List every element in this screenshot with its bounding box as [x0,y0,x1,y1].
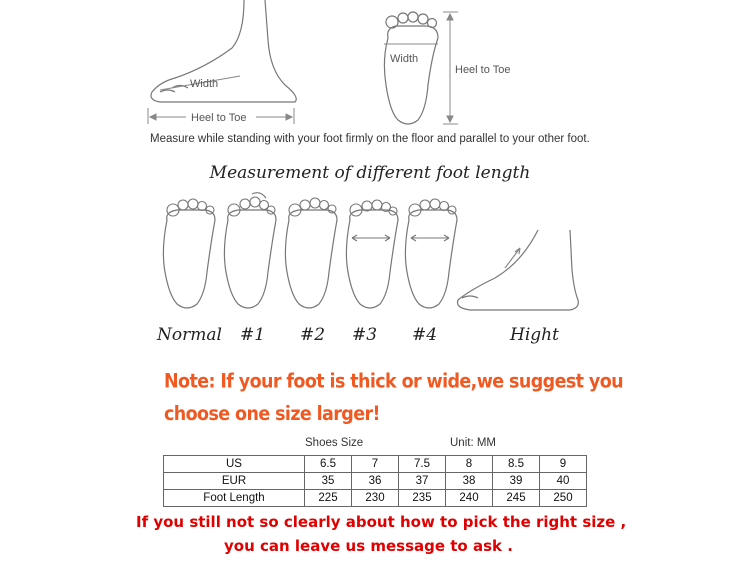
side-view-foot-icon [151,0,296,102]
foot-label-1: #1 [240,325,266,345]
footer-line-1: If you still not so clearly about how to pick the right size , [136,513,627,531]
foot-label-high: Hight [510,325,559,345]
high-instep-foot-icon [458,230,579,310]
size-note [164,366,623,431]
table-cell: 39 [493,473,540,490]
table-cell: 240 [446,490,493,507]
size-note-line-1: Note: If your foot is thick or wide,we suggest you [164,370,624,393]
foot-label-4: #4 [412,325,438,345]
side-width-label: Width [190,78,219,90]
foot-types-heading: Measurement of different foot length [209,163,531,183]
table-cell: 250 [540,490,587,507]
measure-instruction: Measure while standing with your foot firmly on the floor and parallel to your other foot. [150,133,590,145]
sole-view-foot-icon [384,12,438,124]
table-cell: 7 [352,456,399,473]
table-cell: 230 [352,490,399,507]
table-cell: 6.5 [305,456,352,473]
table-cell: 8.5 [493,456,540,473]
table-cell: 245 [493,490,540,507]
foot-type-1-icon [224,193,276,308]
table-row-eur [164,473,587,490]
size-note-line-2: choose one size larger! [164,402,380,426]
foot-label-3: #3 [352,325,378,345]
foot-type-2-icon [285,198,337,308]
table-cell: 225 [305,490,352,507]
sole-length-label: Heel to Toe [455,64,511,76]
row-label: US [164,456,305,473]
table-cell: 40 [540,473,587,490]
table-cell: 37 [399,473,446,490]
row-label: EUR [164,473,305,490]
foot-type-3-icon [346,200,398,308]
table-cell: 8 [446,456,493,473]
foot-label-2: #2 [300,325,326,345]
foot-type-4-icon [405,199,457,308]
normal-foot-icon [163,199,215,308]
size-table-unit: Unit: MM [450,437,496,449]
table-cell: 9 [540,456,587,473]
size-table [163,455,587,507]
side-length-label: Heel to Toe [191,112,247,124]
table-row-foot-length [164,490,587,507]
sole-width-label: Width [390,53,419,65]
table-cell: 35 [305,473,352,490]
table-cell: 7.5 [399,456,446,473]
row-label: Foot Length [164,490,305,507]
table-cell: 38 [446,473,493,490]
table-row-us [164,456,587,473]
foot-types-illustration [0,190,740,355]
size-table-title: Shoes Size [305,437,364,449]
footer-line-2: you can leave us message to ask . [224,537,513,555]
table-cell: 36 [352,473,399,490]
foot-label-normal: Normal [157,325,222,345]
table-cell: 235 [399,490,446,507]
